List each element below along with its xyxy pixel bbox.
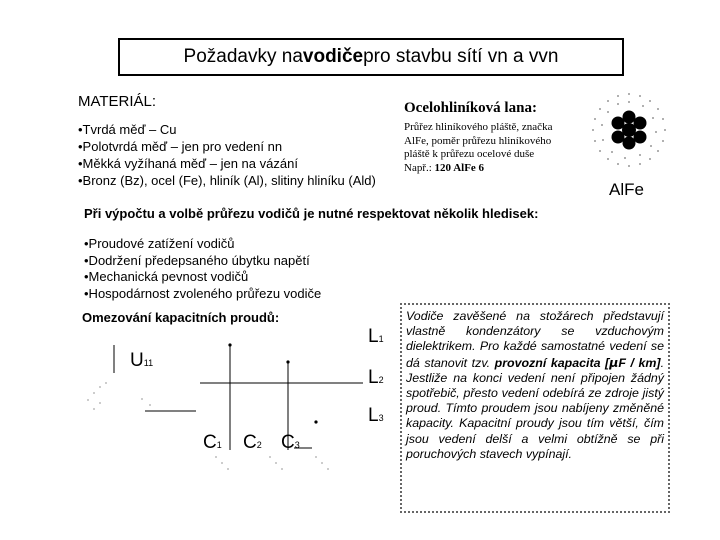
calculation-note: Při výpočtu a volbě průřezu vodičů je nutné respektovat několik hledisek: (84, 206, 539, 221)
u-text: U (130, 350, 144, 371)
criteria-item: •Proudové zatížení vodičů (84, 236, 235, 251)
material-item: •Měkká vyžíhaná měď – jen na vázání (78, 156, 298, 171)
capacitive-diagram (80, 325, 400, 485)
line-label-l2 (368, 367, 384, 389)
c3-text: C (281, 432, 295, 453)
c1-sub: 1 (216, 440, 222, 450)
material-heading: MATERIÁL: (78, 93, 157, 110)
l3-sub: 3 (378, 413, 384, 423)
alfe-description (404, 121, 574, 175)
alfe-figure-label: AlFe (609, 180, 644, 199)
criteria-item: •Mechanická pevnost vodičů (84, 269, 249, 284)
line-label-l1 (368, 326, 384, 348)
title-strong: vodiče (302, 46, 364, 67)
criteria-item: •Hospodárnost zvoleného průřezu vodiče (84, 285, 322, 301)
c2-sub: 2 (256, 440, 262, 450)
capacitive-heading: Omezování kapacitních proudů: (82, 310, 280, 325)
title-banner (118, 38, 624, 76)
material-list (78, 121, 376, 189)
u-sub: 11 (143, 358, 154, 368)
c3-sub: 3 (294, 440, 300, 450)
page-title (123, 42, 619, 72)
title-part-1: Požadavky na (183, 46, 303, 67)
material-item: •Tvrdá měď – Cu (78, 122, 177, 137)
c2-text: C (243, 432, 257, 453)
title-part-2: pro stavbu sítí vn a vvn (363, 46, 559, 67)
l1-text: L (368, 326, 379, 347)
l3-text: L (368, 405, 379, 426)
sidebox-text-2: . Jestliže na konci vedení není připojen žádný spotřebič, přesto vedení odebírá ze zdroje jistý proud. Tímto proudem jsou nabíjeny změněné kapacity. Kapacitní proudy jsou tím větší, čím jsou vedení delší a velmi obtížně se při poruchových stavech vypínají. (406, 355, 665, 461)
l2-text: L (368, 367, 379, 388)
c1-text: C (203, 432, 217, 453)
capacitor-label-c3 (281, 432, 300, 454)
alfe-cable-figure (588, 88, 670, 183)
capacitance-explanation-box (400, 303, 670, 513)
sidebox-term: provozní kapacita [ (494, 355, 610, 370)
l1-sub: 1 (378, 334, 384, 344)
l2-sub: 2 (378, 375, 384, 385)
alfe-example-value: 120 AlFe 6 (434, 161, 485, 174)
sidebox-text-1: Vodiče zavěšené na stožárech představují vlastně kondenzátory se vzduchovým dielektrikem. Pro každé samostatné vedení se dá stanovit tzv. (406, 309, 664, 370)
sidebox-unit: F / km] (618, 355, 661, 370)
alfe-desc-text: Průřez hliníkového pláště, značka AlFe, poměr průřezu hliníkového pláště k průřezu ocelové duše (404, 121, 553, 160)
alfe-heading: Ocelohliníková lana: (404, 100, 537, 116)
material-item: •Bronz (Bz), ocel (Fe), hliník (Al), slitiny hliníku (Ald) (78, 173, 376, 188)
material-item: •Polotvrdá měď – jen pro vedení nn (78, 139, 283, 154)
voltage-label-u (130, 350, 153, 372)
alfe-example-prefix: Např.: (404, 161, 435, 174)
capacitor-label-c2 (243, 432, 262, 454)
criteria-item: •Dodržení předepsaného úbytku napětí (84, 252, 310, 268)
line-label-l3 (368, 405, 384, 427)
capacitor-label-c1 (203, 432, 222, 454)
sidebox-mu: μ (609, 354, 619, 370)
criteria-list (84, 236, 321, 302)
